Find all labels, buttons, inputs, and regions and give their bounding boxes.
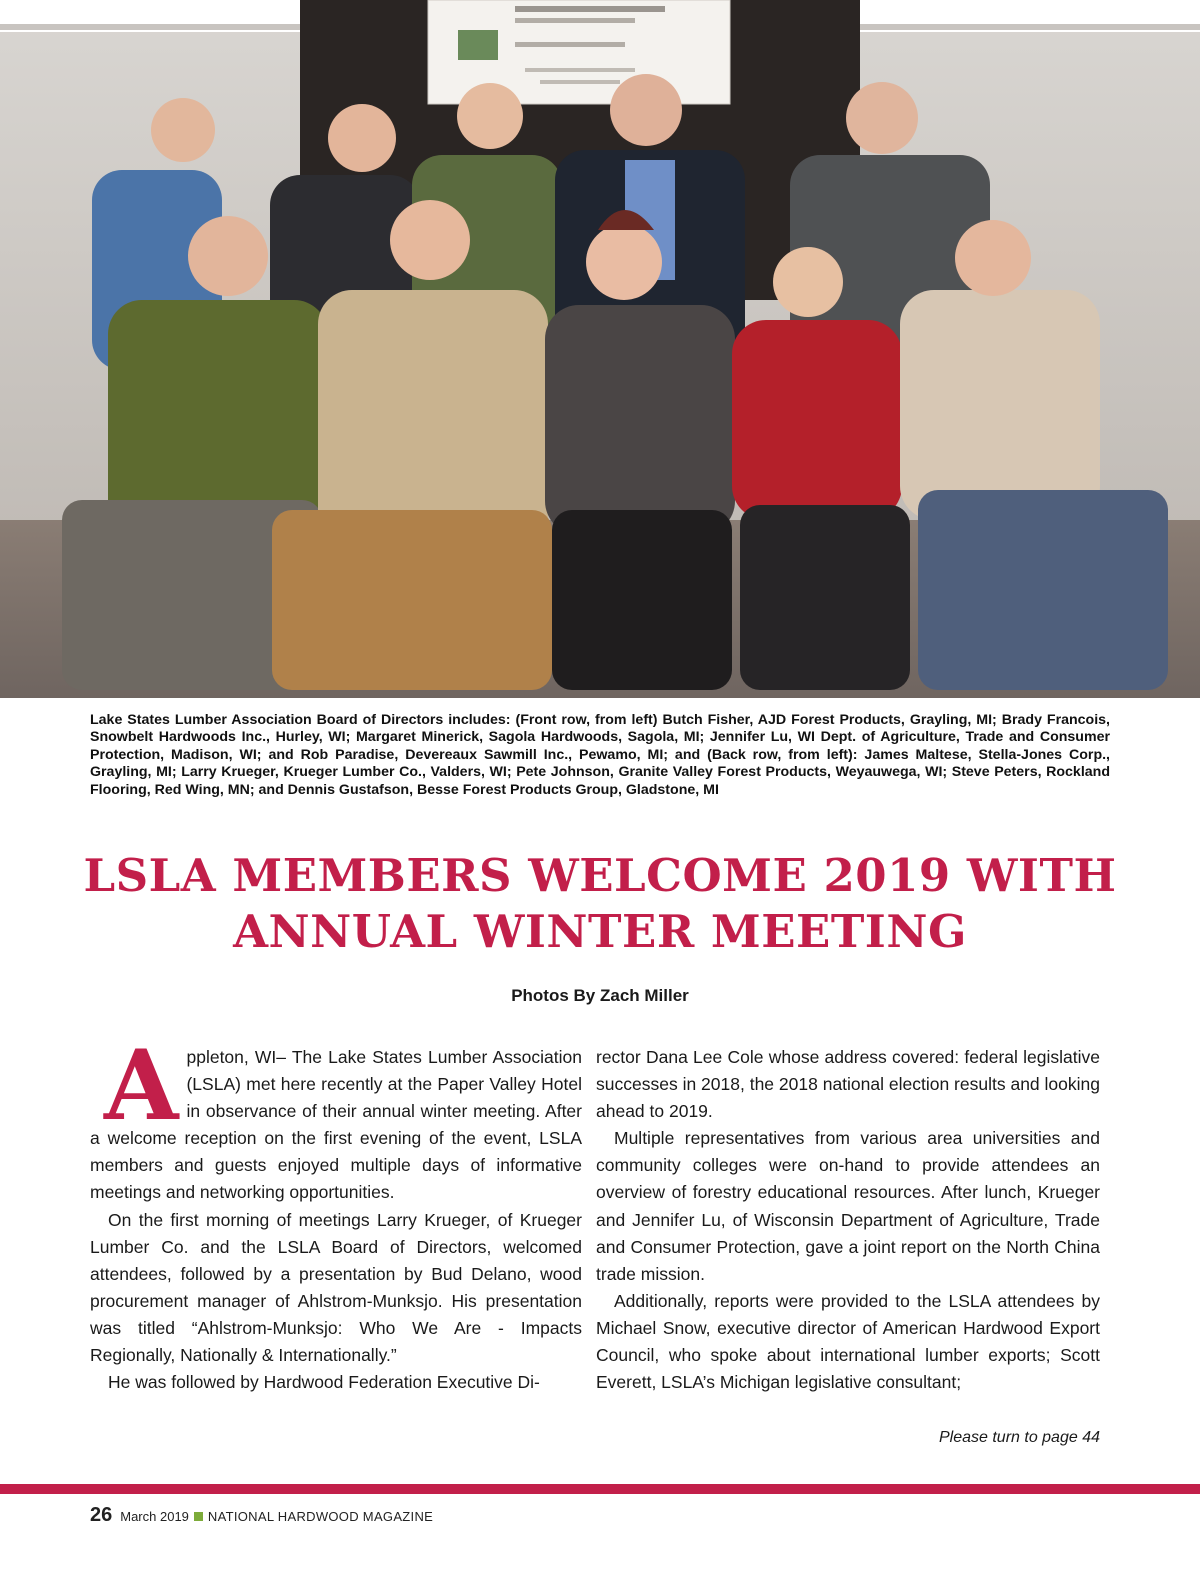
group-photo-illustration	[0, 0, 1200, 698]
magazine-name: NATIONAL HARDWOOD MAGAZINE	[207, 1509, 434, 1524]
article-paragraph: rector Dana Lee Cole whose address covered: federal legislative successes in 2018, the 2018 national election results and looking ahead to 2019.	[596, 1047, 1100, 1122]
headline-line-2: ANNUAL WINTER MEETING	[233, 905, 967, 958]
article-paragraph: He was followed by Hardwood Federation Executive Di-	[108, 1372, 540, 1393]
footer-divider	[0, 1484, 1200, 1494]
drop-cap: A	[104, 1029, 179, 1142]
headline-line-1: LSLA MEMBERS WELCOME 2019 WITH	[83, 849, 1117, 902]
article-column-1	[90, 1029, 582, 1396]
article-column-2	[596, 1044, 1100, 1396]
article-paragraph: Multiple representatives from various area universities and community colleges were on-hand to provide attendees an overview of forestry educational resources. After lunch, Krueger and Jennifer Lu, of Wisconsin Department of Agriculture, Trade and Consumer Protection, gave a joint report on the North China trade mission.	[596, 1128, 1100, 1284]
article-paragraph: Additionally, reports were provided to the LSLA attendees by Michael Snow, executive director of American Hardwood Export Council, who spoke about international lumber exports; Scott Everett, LSLA’s Michigan legislative consultant;	[596, 1290, 1100, 1393]
byline: Photos By Zach Miller	[511, 986, 689, 1005]
article-paragraph: On the first morning of meetings Larry Krueger, of Krueger Lumber Co. and the LSLA Board of Directors, welcomed attendees, followed by a presentation by Bud Delano, wood procurement manager of Ahlstrom-Munksjo. His presentation was titled “Ahlstrom-Munksjo: Who We Are - Impacts Regionally, Nationally & Internationally.”	[90, 1209, 582, 1366]
paragraph-text: ppleton, WI– The Lake States Lumber Association (LSLA) met here recently at the Paper Valley Hotel in observance of their annual winter meeting. After a welcome reception on the first evening of the event, LSLA members and guests enjoyed multiple days of informative meetings and networking opportunities.	[90, 1047, 582, 1203]
group-photo	[0, 0, 1200, 698]
article-paragraph	[90, 1029, 582, 1207]
page-footer	[90, 1504, 433, 1527]
photo-caption: Lake States Lumber Association Board of Directors includes: (Front row, from left) Butch Fisher, AJD Forest Products, Grayling, MI; Brady Francois, Snowbelt Hardwoods Inc., Hurley, WI; Margaret Minerick, Sagola Hardwoods, Sagola, MI; Jennifer Lu, WI Dept. of Agriculture, Trade and Consumer Protection, Madison, WI; and Rob Paradise, Devereaux Sawmill Inc., Pewamo, MI; and (Back row, from left): James Maltese, Stella-Jones Corp., Grayling, MI; Larry Krueger, Krueger Lumber Co., Valders, WI; Pete Johnson, Granite Valley Forest Products, Weyauwega, WI; Steve Peters, Rockland Flooring, Red Wing, MN; and Dennis Gustafson, Besse Forest Products Group, Gladstone, MI	[90, 712, 1110, 798]
continued-note[interactable]: Please turn to page 44	[938, 1429, 1100, 1446]
article-headline	[60, 848, 1140, 960]
square-bullet-icon	[194, 1512, 203, 1521]
issue-date: March 2019	[120, 1509, 189, 1524]
page-number: 26	[90, 1504, 113, 1526]
